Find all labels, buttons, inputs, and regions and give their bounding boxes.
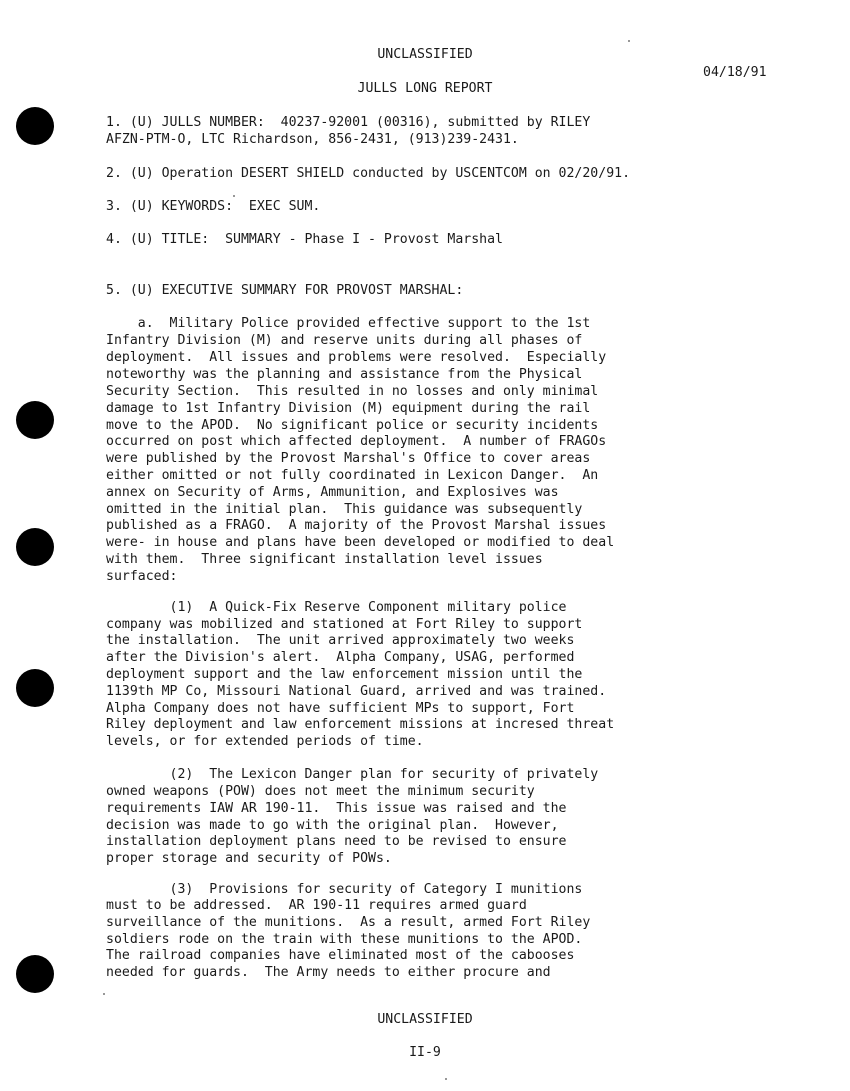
para-1-line: Riley deployment and law enforcement missions at incresed threat (106, 717, 615, 732)
para-1-line: company was mobilized and stationed at Fort Riley to support (106, 617, 583, 632)
para-a-line: were published by the Provost Marshal's Office to cover areas (106, 451, 591, 466)
para-1-line: deployment support and the law enforcement mission until the (106, 667, 583, 682)
para-3-line: soldiers rode on the train with these munitions to the APOD. (106, 932, 583, 947)
scan-speck (103, 993, 105, 995)
para-a-line: occurred on post which affected deployment. A number of FRAGOs (106, 434, 607, 449)
para-3-line: (3) Provisions for security of Category I munitions (106, 882, 583, 897)
para-1-line: Alpha Company does not have sufficient MPs to support, Fort (106, 701, 575, 716)
para-a-line: surfaced: (106, 569, 178, 584)
punch-hole (16, 528, 54, 566)
para-a-line: omitted in the initial plan. This guidance was subsequently (106, 502, 583, 517)
scan-speck (233, 195, 235, 197)
para-a-line: noteworthy was the planning and assistance from the Physical (106, 367, 583, 382)
punch-hole (16, 669, 54, 707)
scan-speck (628, 40, 630, 42)
scan-speck (445, 1078, 447, 1080)
para-a-line: Infantry Division (M) and reserve units during all phases of (106, 333, 583, 348)
item-5: 5. (U) EXECUTIVE SUMMARY FOR PROVOST MARSHAL: (106, 283, 464, 298)
para-a-line: move to the APOD. No significant police or security incidents (106, 418, 599, 433)
para-a-line: Security Section. This resulted in no losses and only minimal (106, 384, 599, 399)
para-a-line: published as a FRAGO. A majority of the Provost Marshal issues (106, 518, 607, 533)
page-number: II-9 (409, 1045, 441, 1060)
para-a-line: with them. Three significant installation level issues (106, 552, 543, 567)
punch-hole (16, 401, 54, 439)
para-2-line: proper storage and security of POWs. (106, 851, 392, 866)
classification-bottom: UNCLASSIFIED (377, 1012, 473, 1027)
para-1-line: the installation. The unit arrived approximately two weeks (106, 633, 575, 648)
para-1-line: levels, or for extended periods of time. (106, 734, 424, 749)
para-a-line: deployment. All issues and problems were resolved. Especially (106, 350, 607, 365)
para-2-line: decision was made to go with the original plan. However, (106, 818, 559, 833)
para-2-line: installation deployment plans need to be revised to ensure (106, 834, 567, 849)
para-a-line: damage to 1st Infantry Division (M) equipment during the rail (106, 401, 591, 416)
para-1-line: 1139th MP Co, Missouri National Guard, arrived and was trained. (106, 684, 607, 699)
item-1-line: 1. (U) JULLS NUMBER: 40237-92001 (00316), submitted by RILEY (106, 115, 591, 130)
item-4: 4. (U) TITLE: SUMMARY - Phase I - Provost Marshal (106, 232, 503, 247)
report-date: 04/18/91 (703, 65, 767, 80)
para-a-line: either omitted or not fully coordinated in Lexicon Danger. An (106, 468, 599, 483)
item-3: 3. (U) KEYWORDS: EXEC SUM. (106, 199, 321, 214)
classification-top: UNCLASSIFIED (377, 47, 473, 62)
para-a-line: a. Military Police provided effective support to the 1st (106, 316, 591, 331)
punch-hole (16, 107, 54, 145)
para-2-line: (2) The Lexicon Danger plan for security of privately (106, 767, 599, 782)
item-1-line: AFZN-PTM-O, LTC Richardson, 856-2431, (913)239-2431. (106, 132, 519, 147)
para-3-line: surveillance of the munitions. As a result, armed Fort Riley (106, 915, 591, 930)
para-2-line: requirements IAW AR 190-11. This issue was raised and the (106, 801, 567, 816)
para-1-line: (1) A Quick-Fix Reserve Component military police (106, 600, 567, 615)
report-title: JULLS LONG REPORT (357, 81, 493, 96)
para-2-line: owned weapons (POW) does not meet the minimum security (106, 784, 535, 799)
para-a-line: annex on Security of Arms, Ammunition, and Explosives was (106, 485, 559, 500)
punch-hole (16, 955, 54, 993)
para-1-line: after the Division's alert. Alpha Company, USAG, performed (106, 650, 575, 665)
para-3-line: must to be addressed. AR 190-11 requires armed guard (106, 898, 527, 913)
para-3-line: needed for guards. The Army needs to either procure and (106, 965, 551, 980)
para-a-line: were- in house and plans have been developed or modified to deal (106, 535, 615, 550)
para-3-line: The railroad companies have eliminated most of the cabooses (106, 948, 575, 963)
item-2: 2. (U) Operation DESERT SHIELD conducted by USCENTCOM on 02/20/91. (106, 166, 631, 181)
